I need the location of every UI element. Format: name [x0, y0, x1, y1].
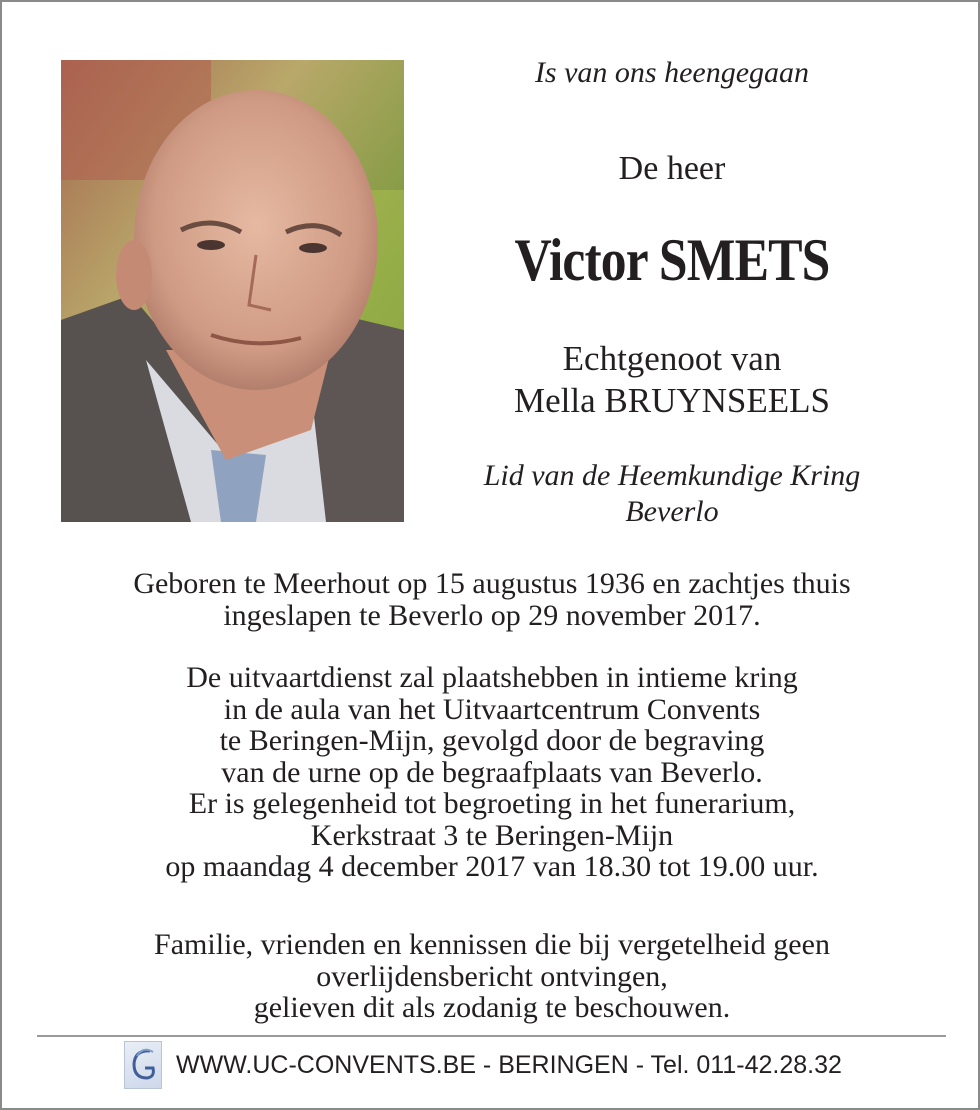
- membership-line-2: Beverlo: [625, 495, 719, 528]
- family-paragraph: [42, 929, 942, 1024]
- birth-paragraph: [42, 568, 942, 631]
- family-line: overlijdensbericht ontvingen,: [316, 959, 668, 993]
- service-line: op maandag 4 december 2017 van 18.30 tot 19.00 uur.: [165, 850, 819, 883]
- footer-contact: WWW.UC-CONVENTS.BE - BERINGEN - Tel. 011-42.28.32: [176, 1050, 842, 1079]
- family-line: Familie, vrienden en kennissen die bij vergetelheid geen: [154, 928, 830, 961]
- intro-text: Is van ons heengegaan: [534, 56, 810, 89]
- deceased-name: Victor SMETS: [514, 227, 830, 293]
- service-line: in de aula van het Uitvaartcentrum Convents: [223, 692, 761, 726]
- membership-info: [422, 458, 922, 530]
- spouse-line-2: Mella BRUYNSEELS: [514, 381, 830, 420]
- birth-line-1: Geboren te Meerhout op 15 augustus 1936 en zachtjes thuis: [133, 567, 851, 600]
- portrait-photo: [61, 60, 404, 522]
- service-line: van de urne op de begraafplaats van Beverlo.: [221, 755, 763, 789]
- footer: [124, 1041, 842, 1089]
- service-line: Kerkstraat 3 te Beringen-Mijn: [310, 818, 674, 852]
- birth-line-2: ingeslapen te Beverlo op 29 november 2017.: [223, 598, 761, 632]
- honorific: De heer: [618, 150, 726, 187]
- spouse-line-1: Echtgenoot van: [562, 339, 782, 378]
- family-line: gelieven dit als zodanig te beschouwen.: [253, 991, 731, 1024]
- funeral-home-logo-icon: [124, 1041, 162, 1089]
- service-line: Er is gelegenheid tot begroeting in het funerarium,: [188, 787, 796, 820]
- spouse-info: [422, 338, 922, 422]
- service-line: De uitvaartdienst zal plaatshebben in intieme kring: [186, 661, 798, 694]
- service-paragraph: [42, 662, 942, 883]
- membership-line-1: Lid van de Heemkundige Kring: [483, 459, 861, 492]
- service-line: te Beringen-Mijn, gevolgd door de begraving: [219, 724, 765, 757]
- footer-divider: [37, 1035, 946, 1037]
